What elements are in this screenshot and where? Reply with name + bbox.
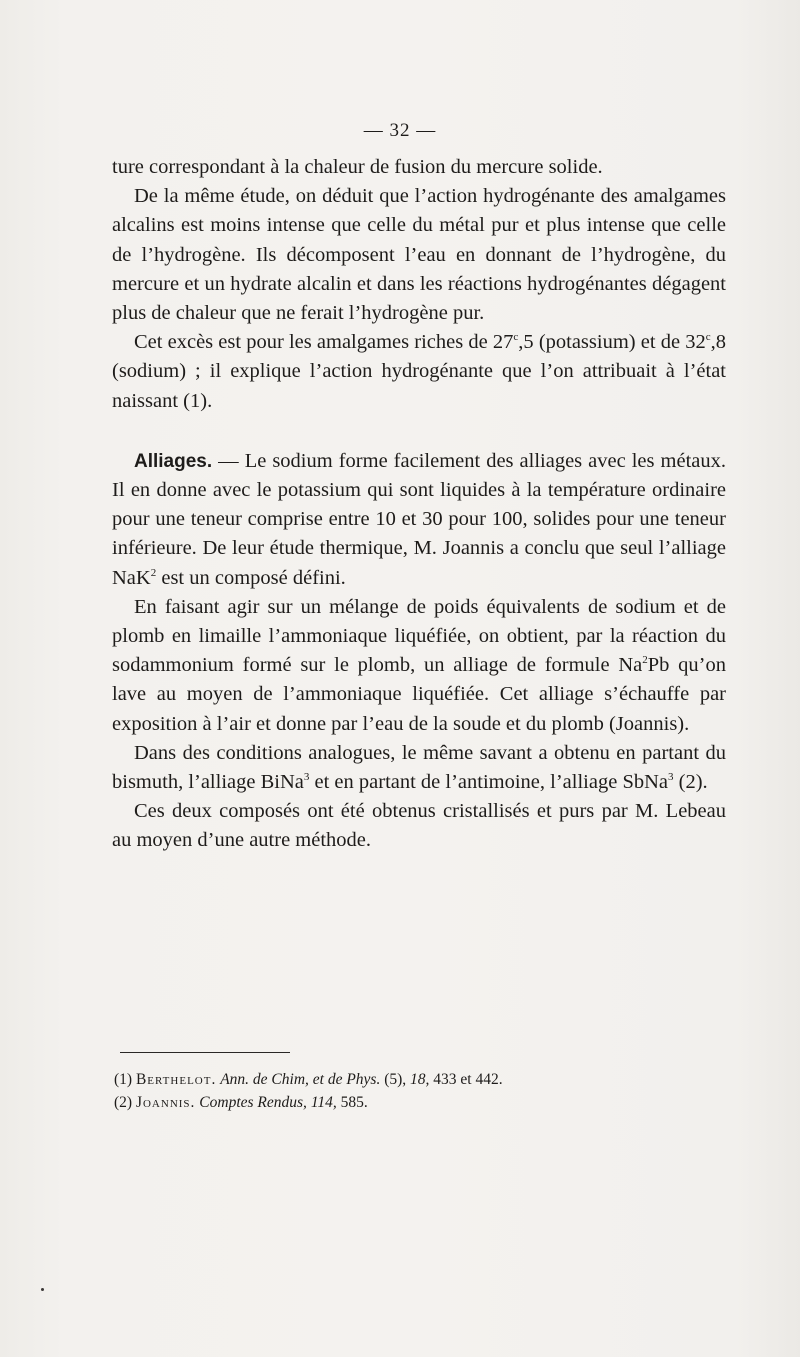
superscript: c: [513, 331, 519, 344]
text-run: — Le sodium forme facilement des alliages avec les métaux. Il en donne avec le potassium qui sont liquides à la température ordinaire pour une teneur comprise entre 10 et 30 pour 100, solides pour une teneur inférieure. De leur étude thermique, M. Joannis a conclu que seul l’alliage NaK: [112, 449, 726, 589]
footnote-author: Berthelot.: [135, 1071, 217, 1088]
paragraph-lebeau: [112, 797, 726, 855]
section-heading-alliages: Alliages.: [134, 450, 213, 472]
footnote-series: (5),: [384, 1071, 407, 1088]
footnote-1: [114, 1068, 734, 1091]
paragraph-text: Ces deux composés ont été obtenus cristallisés et purs par M. Lebeau au moyen d’une autre méthode.: [112, 800, 726, 852]
footnote-pages: 585.: [340, 1094, 368, 1111]
paragraph-alliages: [112, 447, 726, 593]
superscript: 3: [668, 771, 674, 784]
paragraph-text: De la même étude, on déduit que l’action hydrogénante des amalgames alcalins est moins intense que celle du métal pur et plus intense que celle de l’hydrogène. Ils décomposent l’eau en donnant de l’hydrogène, du mercure et un hydrate alcalin et dans les réactions hydrogénantes dégagent plus de chaleur que ne ferait l’hydrogène pur.: [112, 185, 726, 325]
footnote-volume: 114,: [310, 1094, 337, 1111]
footnote-2: [114, 1091, 734, 1114]
footnote-journal: Comptes Rendus,: [199, 1094, 307, 1111]
text-run: Dans des conditions analogues, le même savant a obtenu en partant du bismuth, l’alliage BiNa: [112, 741, 726, 794]
superscript: 2: [642, 654, 648, 667]
text-run: (2).: [673, 771, 708, 794]
footnote-separator: [120, 1052, 290, 1053]
superscript: c: [705, 331, 711, 344]
paragraph-text: ture correspondant à la chaleur de fusion du mercure solide.: [112, 156, 603, 178]
paragraph-hydrogenating-action: [112, 182, 726, 328]
body-text: [112, 153, 726, 856]
footnotes: [114, 1068, 734, 1114]
text-run: Cet excès est pour les amalgames riches de 27: [134, 331, 514, 354]
paragraph-excess: [112, 328, 726, 416]
superscript: 2: [150, 566, 157, 579]
footnote-number: (1): [114, 1071, 133, 1088]
footnote-volume: 18,: [410, 1071, 430, 1088]
paragraph-continuation: [112, 153, 726, 182]
text-run: En faisant agir sur un mélange de poids équivalents de sodium et de plomb en limaille l’ammoniaque liquéfiée, on obtient, par la réaction du sodammonium formé sur le plomb, un alliage de formule Na: [112, 595, 726, 677]
text-run: et en partant de l’antimoine, l’alliage SbNa: [309, 771, 668, 794]
footnote-pages: 433 et 442.: [433, 1071, 503, 1088]
paragraph-lead-alloy: [112, 593, 726, 739]
footnote-number: (2): [114, 1094, 133, 1111]
text-run: Pb qu’on lave au moyen de l’ammoniaque liquéfiée. Cet alliage s’échauffe par exposition à l’air et donne par l’eau de la soude et du plomb (Joannis).: [112, 654, 726, 735]
footnote-author: Joannis.: [135, 1094, 196, 1111]
text-run: ,5 (potassium) et de 32: [518, 331, 706, 354]
paragraph-bismuth-antimony: [112, 739, 726, 797]
footnote-journal: Ann. de Chim, et de Phys.: [220, 1071, 381, 1088]
page-number: — 32 —: [363, 120, 437, 141]
scan-speck: [41, 1288, 44, 1291]
superscript: 3: [303, 771, 310, 784]
text-run: est un composé défini.: [156, 566, 346, 589]
text-run: ,8 (sodium) ; il explique l’action hydrogénante que l’on attribuait à l’état naissant (1).: [112, 331, 726, 412]
